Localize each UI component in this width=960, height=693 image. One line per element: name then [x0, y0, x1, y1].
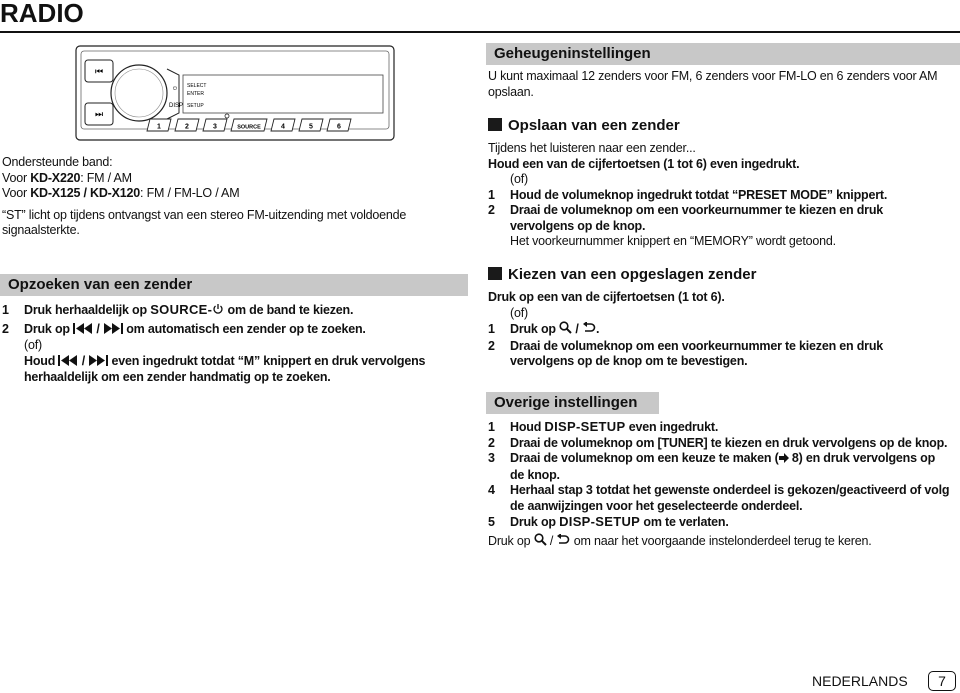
svg-text:⏮: ⏮ [94, 67, 104, 77]
back-icon [582, 322, 596, 339]
memory-heading: Geheugeninstellingen [486, 43, 960, 65]
device-enter-label: ENTER [187, 91, 204, 97]
device-disp-label: DISP [169, 103, 184, 109]
store-step-2: 2 Draai de volumeknop om een voorkeurnummer te kiezen en druk vervolgens op de knop. [488, 203, 884, 233]
title-rule [0, 31, 960, 33]
search-heading: Opzoeken van een zender [0, 274, 468, 296]
select-step-2: 2 Draai de volumeknop om een voorkeurnummer te kiezen en druk vervolgens op de knop om te bevestigen. [488, 338, 884, 368]
svg-text:⏻: ⏻ [173, 86, 177, 92]
other-step-3: 3 Draai de volumeknop om een keuze te maken ( 8) en druk vervolgens op de knop. [488, 451, 936, 482]
preset-button-label: 4 [281, 123, 285, 131]
store-heading: Opslaan van een zender [488, 117, 680, 134]
other-heading: Overige instellingen [486, 392, 659, 414]
other-step-2: 2 Draai de volumeknop om [TUNER] te kiezen en druk vervolgens op de knop. [488, 435, 948, 450]
page-number: 7 [928, 671, 956, 691]
back-icon [556, 534, 570, 551]
store-hold: Houd een van de cijfertoetsen (1 tot 6) even ingedrukt. [488, 156, 800, 171]
search-step-manual: Houd / even ingedrukt totdat “M” knippert en druk vervolgens herhaaldelijk om een zender handmatig op te zoeken. [24, 353, 426, 384]
store-or: (of) [510, 172, 528, 186]
footer-language: NEDERLANDS [812, 673, 908, 689]
select-or: (of) [510, 305, 528, 320]
other-step-4: 4 Herhaal stap 3 totdat het gewenste onderdeel is gekozen/geactiveerd of volg de aanwijzingen voor het geselecteerde onderdeel. [488, 483, 950, 513]
store-note: Het voorkeurnummer knippert en “MEMORY” wordt getoond. [510, 234, 836, 248]
search-step-2: 2 Druk op / om automatisch een zender op te zoeken. [2, 322, 464, 339]
page-title: RADIO [0, 0, 84, 28]
svg-text:⏭: ⏭ [94, 110, 104, 120]
preset-button-label: 2 [185, 123, 189, 131]
arrow-right-icon [779, 452, 789, 468]
power-icon [212, 303, 224, 320]
memory-text: U kunt maximaal 12 zenders voor FM, 6 zenders voor FM-LO en 6 zenders voor AM opslaan. [488, 69, 938, 99]
st-note: “ST” licht op tijdens ontvangst van een stereo FM-uitzending met voldoende signaalsterkte. [2, 207, 407, 237]
search-icon [534, 533, 547, 551]
square-bullet-icon [488, 267, 502, 280]
preset-button-label: SOURCE [237, 124, 261, 131]
other-step-5: 5 Druk op DISP-SETUP om te verlaten. [488, 514, 729, 529]
select-heading: Kiezen van een opgeslagen zender [488, 266, 756, 283]
search-icon [559, 321, 572, 339]
search-step-1: 1 Druk herhaaldelijk op SOURCE- om de band te kiezen. [2, 302, 464, 320]
store-step-1: 1 Houd de volumeknop ingedrukt totdat “PRESET MODE” knippert. [488, 187, 888, 202]
supported-band-line-1: Voor KD-X220: FM / AM [2, 170, 132, 185]
square-bullet-icon [488, 118, 502, 131]
skip-back-icon [58, 355, 78, 371]
skip-forward-icon [103, 323, 123, 339]
device-select-label: SELECT [187, 83, 207, 89]
select-press: Druk op een van de cijfertoetsen (1 tot 6). [488, 290, 725, 304]
store-intro: Tijdens het luisteren naar een zender... [488, 141, 696, 155]
skip-forward-icon [88, 355, 108, 371]
supported-band-line-2: Voor KD-X125 / KD-X120: FM / FM-LO / AM [2, 186, 240, 200]
other-back-note: Druk op / om naar het voorgaande instelonderdeel terug te keren. [488, 533, 950, 551]
preset-button-label: 1 [157, 123, 161, 131]
select-step-1: 1 Druk op / . [488, 321, 948, 339]
preset-button-label: 5 [309, 123, 313, 131]
preset-button-label: 3 [213, 123, 217, 131]
preset-button-row [147, 119, 351, 131]
device-setup-label: SETUP [187, 103, 204, 109]
search-or: (of) [24, 338, 42, 352]
skip-back-icon [73, 323, 93, 339]
preset-button-label: 6 [337, 123, 341, 131]
supported-band-intro: Ondersteunde band: [2, 155, 113, 169]
device-illustration [75, 45, 395, 141]
other-step-1: 1 Houd DISP-SETUP even ingedrukt. [488, 419, 719, 434]
